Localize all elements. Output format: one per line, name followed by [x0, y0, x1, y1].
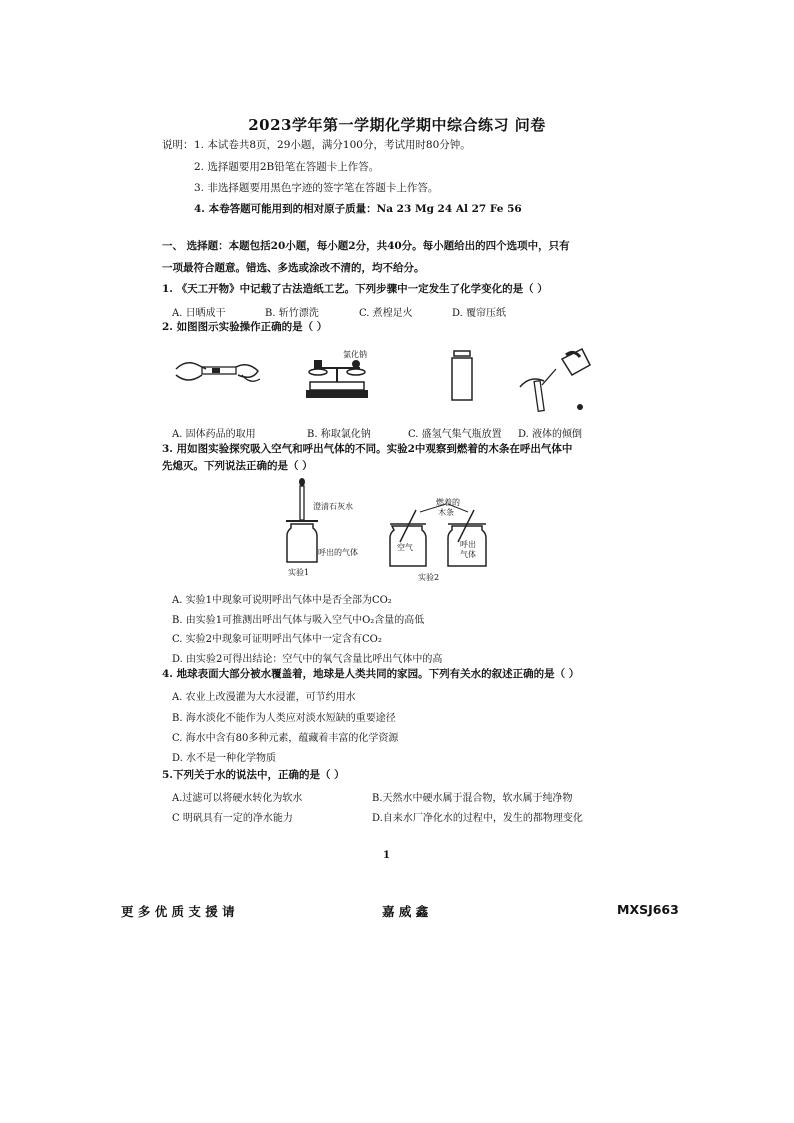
page-title: 2023学年第一学期化学期中综合练习 问卷	[248, 116, 546, 134]
q2-option-b: B. 称取氯化钠	[307, 429, 371, 440]
figure-gas-jar	[446, 350, 478, 402]
question-3-stem: 3. 用如图实验探究吸入空气和呼出气体的不同。实验2中观察到燃着的木条在呼出气体中	[162, 443, 573, 455]
q2-option-d: D. 液体的倾倒	[518, 429, 583, 440]
figure-pouring-liquid	[516, 345, 594, 415]
q4-option-a: A. 农业上改漫灌为大水浸灌，可节约用水	[172, 692, 356, 703]
q1-option-b: B. 斩竹漂洗	[265, 308, 319, 319]
question-1-stem: 1. 《天工开物》中记载了古法造纸工艺。下列步骤中一定发生了化学变化的是（ ）	[162, 283, 548, 295]
question-4-stem: 4. 地球表面大部分被水覆盖着，地球是人类共同的家园。下列有关水的叙述正确的是（ ）	[162, 668, 580, 680]
exhaled-label: 呼出	[460, 540, 476, 549]
instruction-item: 2. 选择题要用2B铅笔在答题卡上作答。	[194, 161, 380, 173]
question-2-stem: 2. 如图图示实验操作正确的是（ ）	[162, 321, 328, 333]
q4-option-c: C. 海水中含有80多种元素，蕴藏着丰富的化学资源	[172, 733, 399, 744]
experiment-2-label: 实验2	[418, 573, 440, 582]
q3-option-d: D. 由实验2可得出结论：空气中的氧气含量比呼出气体中的高	[172, 654, 443, 665]
section-heading-cont: 一项最符合题意。错选、多选或涂改不清的，均不给分。	[162, 262, 425, 274]
figure-solid-reagent	[172, 345, 264, 395]
q3-option-a: A. 实验1中现象可说明呼出气体中是否全部为CO₂	[172, 595, 392, 606]
footer-left: 更 多 优 质 支 援 请	[121, 904, 235, 919]
instructions-label: 说明：	[162, 139, 194, 151]
air-label: 空气	[397, 543, 413, 552]
q3-option-c: C. 实验2中现象可证明呼出气体中一定含有CO₂	[172, 634, 382, 645]
q1-option-c: C. 煮楻足火	[359, 308, 413, 319]
q2-option-c: C. 盛氢气集气瓶放置	[408, 429, 502, 440]
q5-option-c: C 明矾具有一定的净水能力	[172, 813, 293, 824]
q5-option-b: B.天然水中硬水属于混合物，软水属于纯净物	[372, 793, 573, 804]
experiment-1-label: 实验1	[288, 568, 310, 577]
page-number: 1	[383, 850, 390, 861]
q1-option-d: D. 覆帘压纸	[452, 308, 507, 319]
instruction-item: 3. 非选择题要用黑色字迹的签字笔在答题卡上作答。	[194, 182, 439, 194]
q4-option-d: D. 水不是一种化学物质	[172, 753, 277, 764]
question-3-stem-cont: 先熄灭。下列说法正确的是（ ）	[162, 460, 313, 472]
q2-option-a: A. 固体药品的取用	[172, 429, 256, 440]
sodium-chloride-label: 氯化钠	[343, 350, 367, 359]
exhaled-label-cont: 气体	[460, 550, 476, 559]
footer-middle: 嘉 威 鑫	[382, 904, 429, 919]
figure-experiment-1	[283, 476, 323, 564]
instruction-item: 4. 本卷答题可能用到的相对原子质量：Na 23 Mg 24 Al 27 Fe 56	[194, 203, 522, 215]
q5-option-a: A.过滤可以将硬水转化为软水	[172, 793, 303, 804]
question-5-stem: 5.下列关于水的说法中，正确的是（ ）	[162, 769, 345, 781]
q4-option-b: B. 海水淡化不能作为人类应对淡水短缺的重要途径	[172, 713, 396, 724]
footer-right: MXSJ663	[617, 902, 679, 917]
q3-option-b: B. 由实验1可推测出呼出气体与吸入空气中O₂含量的高低	[172, 615, 425, 626]
section-heading: 一、 选择题：本题包括20小题，每小题2分，共40分。每小题给出的四个选项中，只有	[162, 240, 570, 252]
q5-option-d: D.自来水厂净化水的过程中，发生的都物理变化	[372, 813, 583, 824]
burning-stick-label: 燃着的	[436, 498, 460, 507]
burning-stick-label-cont: 木条	[438, 508, 454, 517]
exhaled-gas-label: 呼出的气体	[318, 548, 358, 557]
instruction-item: 1. 本试卷共8页，29小题，满分100分，考试用时80分钟。	[194, 139, 471, 151]
q1-option-a: A. 日晒成干	[172, 308, 226, 319]
limewater-label: 澄清石灰水	[313, 502, 353, 511]
